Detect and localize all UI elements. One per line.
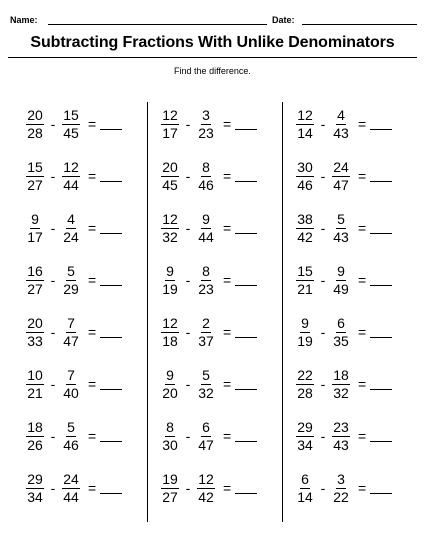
denominator: 42: [198, 488, 214, 505]
answer-blank[interactable]: [235, 483, 257, 494]
denominator: 32: [333, 384, 349, 401]
answer-blank[interactable]: [100, 171, 122, 182]
answer-blank[interactable]: [370, 171, 392, 182]
minus-sign: -: [185, 116, 191, 132]
denominator: 46: [297, 176, 313, 193]
denominator: 43: [333, 436, 349, 453]
numerator: 5: [67, 262, 75, 279]
numerator: 15: [297, 262, 313, 279]
fraction: [294, 420, 316, 453]
minus-sign: -: [50, 168, 56, 184]
fraction: [24, 160, 46, 193]
answer-blank[interactable]: [370, 275, 392, 286]
fraction: [294, 264, 316, 297]
denominator: 17: [27, 228, 43, 245]
numerator: 2: [202, 314, 210, 331]
denominator: 49: [333, 280, 349, 297]
answer-blank[interactable]: [370, 327, 392, 338]
name-label: Name:: [10, 15, 38, 25]
problem-item: [294, 154, 422, 198]
fraction: [195, 368, 217, 401]
problem-column: [24, 102, 154, 522]
fraction: [159, 108, 181, 141]
denominator: 28: [27, 124, 43, 141]
numerator: 12: [162, 106, 178, 123]
denominator: 46: [198, 176, 214, 193]
numerator: 20: [27, 314, 43, 331]
numerator: 7: [67, 366, 75, 383]
problem-item: [159, 362, 287, 406]
answer-blank[interactable]: [100, 327, 122, 338]
numerator: 20: [162, 158, 178, 175]
numerator: 23: [333, 418, 349, 435]
denominator: 45: [63, 124, 79, 141]
answer-blank[interactable]: [235, 223, 257, 234]
fraction: [159, 264, 181, 297]
fraction: [195, 108, 217, 141]
numerator: 5: [67, 418, 75, 435]
problem-item: [159, 466, 287, 510]
instructions: Find the difference.: [174, 66, 251, 76]
problem-item: [24, 310, 152, 354]
fraction: [24, 368, 46, 401]
numerator: 3: [337, 470, 345, 487]
minus-sign: -: [50, 324, 56, 340]
denominator: 43: [333, 124, 349, 141]
fraction: [159, 368, 181, 401]
minus-sign: -: [320, 116, 326, 132]
equals-sign: =: [358, 480, 367, 496]
problem-item: [24, 206, 152, 250]
fraction: [60, 368, 82, 401]
fraction: [60, 472, 82, 505]
date-label: Date:: [272, 15, 295, 25]
problem-item: [294, 310, 422, 354]
numerator: 20: [27, 106, 43, 123]
denominator: 29: [63, 280, 79, 297]
equals-sign: =: [88, 116, 97, 132]
problem-item: [159, 206, 287, 250]
answer-blank[interactable]: [370, 431, 392, 442]
answer-blank[interactable]: [235, 171, 257, 182]
denominator: 14: [297, 488, 313, 505]
answer-blank[interactable]: [100, 223, 122, 234]
minus-sign: -: [320, 376, 326, 392]
minus-sign: -: [320, 480, 326, 496]
fraction: [294, 472, 316, 505]
numerator: 15: [27, 158, 43, 175]
equals-sign: =: [223, 220, 232, 236]
denominator: 21: [297, 280, 313, 297]
problem-item: [294, 102, 422, 146]
date-field[interactable]: [302, 24, 417, 25]
denominator: 23: [198, 124, 214, 141]
fraction: [60, 316, 82, 349]
answer-blank[interactable]: [235, 379, 257, 390]
answer-blank[interactable]: [100, 275, 122, 286]
denominator: 35: [333, 332, 349, 349]
fraction: [159, 420, 181, 453]
answer-blank[interactable]: [370, 379, 392, 390]
denominator: 20: [162, 384, 178, 401]
fraction: [330, 472, 352, 505]
fraction: [60, 212, 82, 245]
minus-sign: -: [50, 428, 56, 444]
fraction: [24, 212, 46, 245]
numerator: 30: [297, 158, 313, 175]
worksheet-header: [10, 10, 417, 30]
fraction: [195, 472, 217, 505]
fraction: [159, 212, 181, 245]
numerator: 12: [162, 210, 178, 227]
equals-sign: =: [88, 480, 97, 496]
numerator: 15: [63, 106, 79, 123]
equals-sign: =: [223, 428, 232, 444]
name-field[interactable]: [48, 24, 267, 25]
problem-item: [159, 154, 287, 198]
denominator: 27: [27, 280, 43, 297]
fraction: [60, 264, 82, 297]
equals-sign: =: [358, 376, 367, 392]
numerator: 8: [166, 418, 174, 435]
answer-blank[interactable]: [370, 119, 392, 130]
fraction: [195, 212, 217, 245]
numerator: 18: [27, 418, 43, 435]
fraction: [195, 316, 217, 349]
minus-sign: -: [185, 168, 191, 184]
equals-sign: =: [223, 116, 232, 132]
minus-sign: -: [50, 272, 56, 288]
equals-sign: =: [88, 376, 97, 392]
answer-blank[interactable]: [100, 119, 122, 130]
fraction: [294, 316, 316, 349]
fraction: [330, 368, 352, 401]
denominator: 33: [27, 332, 43, 349]
numerator: 9: [166, 262, 174, 279]
equals-sign: =: [223, 324, 232, 340]
minus-sign: -: [320, 168, 326, 184]
denominator: 27: [162, 488, 178, 505]
numerator: 9: [337, 262, 345, 279]
fraction: [24, 264, 46, 297]
answer-blank[interactable]: [100, 379, 122, 390]
equals-sign: =: [223, 480, 232, 496]
denominator: 18: [162, 332, 178, 349]
problem-item: [24, 414, 152, 458]
numerator: 4: [337, 106, 345, 123]
minus-sign: -: [320, 272, 326, 288]
answer-blank[interactable]: [370, 223, 392, 234]
fraction: [159, 316, 181, 349]
numerator: 10: [27, 366, 43, 383]
fraction: [330, 108, 352, 141]
fraction: [195, 160, 217, 193]
problem-column: [294, 102, 424, 522]
denominator: 37: [198, 332, 214, 349]
denominator: 47: [198, 436, 214, 453]
denominator: 32: [162, 228, 178, 245]
fraction: [294, 368, 316, 401]
denominator: 14: [297, 124, 313, 141]
denominator: 32: [198, 384, 214, 401]
numerator: 24: [63, 470, 79, 487]
fraction: [330, 264, 352, 297]
minus-sign: -: [185, 480, 191, 496]
problem-item: [294, 258, 422, 302]
equals-sign: =: [88, 168, 97, 184]
numerator: 29: [297, 418, 313, 435]
numerator: 12: [198, 470, 214, 487]
numerator: 9: [301, 314, 309, 331]
problem-item: [294, 414, 422, 458]
problem-item: [294, 362, 422, 406]
fraction: [60, 160, 82, 193]
fraction: [60, 108, 82, 141]
minus-sign: -: [320, 220, 326, 236]
title-divider: [8, 57, 417, 58]
fraction: [24, 316, 46, 349]
denominator: 34: [27, 488, 43, 505]
equals-sign: =: [88, 220, 97, 236]
problem-grid: [14, 102, 414, 522]
fraction: [159, 160, 181, 193]
denominator: 24: [63, 228, 79, 245]
minus-sign: -: [185, 272, 191, 288]
denominator: 42: [297, 228, 313, 245]
denominator: 44: [198, 228, 214, 245]
numerator: 8: [202, 158, 210, 175]
equals-sign: =: [223, 376, 232, 392]
equals-sign: =: [88, 272, 97, 288]
problem-column: [159, 102, 289, 522]
numerator: 18: [333, 366, 349, 383]
page-title: Subtracting Fractions With Unlike Denominators: [30, 34, 395, 51]
answer-blank[interactable]: [235, 327, 257, 338]
equals-sign: =: [358, 428, 367, 444]
equals-sign: =: [358, 220, 367, 236]
denominator: 43: [333, 228, 349, 245]
denominator: 23: [198, 280, 214, 297]
numerator: 12: [63, 158, 79, 175]
numerator: 12: [162, 314, 178, 331]
fraction: [330, 160, 352, 193]
fraction: [24, 472, 46, 505]
answer-blank[interactable]: [100, 431, 122, 442]
equals-sign: =: [358, 324, 367, 340]
fraction: [294, 160, 316, 193]
fraction: [330, 316, 352, 349]
denominator: 30: [162, 436, 178, 453]
minus-sign: -: [320, 324, 326, 340]
fraction: [24, 108, 46, 141]
numerator: 22: [297, 366, 313, 383]
denominator: 17: [162, 124, 178, 141]
minus-sign: -: [50, 220, 56, 236]
problem-item: [159, 102, 287, 146]
denominator: 47: [333, 176, 349, 193]
fraction: [60, 420, 82, 453]
numerator: 6: [202, 418, 210, 435]
problem-item: [24, 466, 152, 510]
minus-sign: -: [50, 116, 56, 132]
numerator: 5: [337, 210, 345, 227]
problem-item: [24, 154, 152, 198]
numerator: 24: [333, 158, 349, 175]
denominator: 44: [63, 176, 79, 193]
minus-sign: -: [50, 480, 56, 496]
numerator: 4: [67, 210, 75, 227]
minus-sign: -: [185, 324, 191, 340]
fraction: [294, 212, 316, 245]
problem-item: [159, 414, 287, 458]
equals-sign: =: [88, 324, 97, 340]
problem-item: [294, 206, 422, 250]
numerator: 19: [162, 470, 178, 487]
numerator: 9: [166, 366, 174, 383]
denominator: 27: [27, 176, 43, 193]
numerator: 9: [202, 210, 210, 227]
denominator: 47: [63, 332, 79, 349]
equals-sign: =: [358, 272, 367, 288]
answer-blank[interactable]: [235, 119, 257, 130]
denominator: 45: [162, 176, 178, 193]
denominator: 22: [333, 488, 349, 505]
answer-blank[interactable]: [235, 431, 257, 442]
denominator: 44: [63, 488, 79, 505]
problem-item: [24, 258, 152, 302]
numerator: 5: [202, 366, 210, 383]
numerator: 7: [67, 314, 75, 331]
numerator: 6: [337, 314, 345, 331]
minus-sign: -: [50, 376, 56, 392]
denominator: 19: [162, 280, 178, 297]
denominator: 46: [63, 436, 79, 453]
equals-sign: =: [358, 168, 367, 184]
fraction: [294, 108, 316, 141]
answer-blank[interactable]: [370, 483, 392, 494]
denominator: 40: [63, 384, 79, 401]
problem-item: [159, 258, 287, 302]
problem-item: [24, 102, 152, 146]
numerator: 9: [31, 210, 39, 227]
fraction: [330, 420, 352, 453]
fraction: [159, 472, 181, 505]
minus-sign: -: [185, 428, 191, 444]
denominator: 21: [27, 384, 43, 401]
answer-blank[interactable]: [235, 275, 257, 286]
numerator: 29: [27, 470, 43, 487]
numerator: 8: [202, 262, 210, 279]
fraction: [24, 420, 46, 453]
problem-item: [24, 362, 152, 406]
denominator: 28: [297, 384, 313, 401]
problem-item: [294, 466, 422, 510]
numerator: 12: [297, 106, 313, 123]
equals-sign: =: [223, 272, 232, 288]
fraction: [195, 420, 217, 453]
problem-item: [159, 310, 287, 354]
minus-sign: -: [185, 376, 191, 392]
numerator: 38: [297, 210, 313, 227]
answer-blank[interactable]: [100, 483, 122, 494]
numerator: 3: [202, 106, 210, 123]
equals-sign: =: [88, 428, 97, 444]
numerator: 16: [27, 262, 43, 279]
denominator: 34: [297, 436, 313, 453]
fraction: [330, 212, 352, 245]
equals-sign: =: [223, 168, 232, 184]
minus-sign: -: [185, 220, 191, 236]
denominator: 26: [27, 436, 43, 453]
fraction: [195, 264, 217, 297]
minus-sign: -: [320, 428, 326, 444]
equals-sign: =: [358, 116, 367, 132]
numerator: 6: [301, 470, 309, 487]
denominator: 19: [297, 332, 313, 349]
